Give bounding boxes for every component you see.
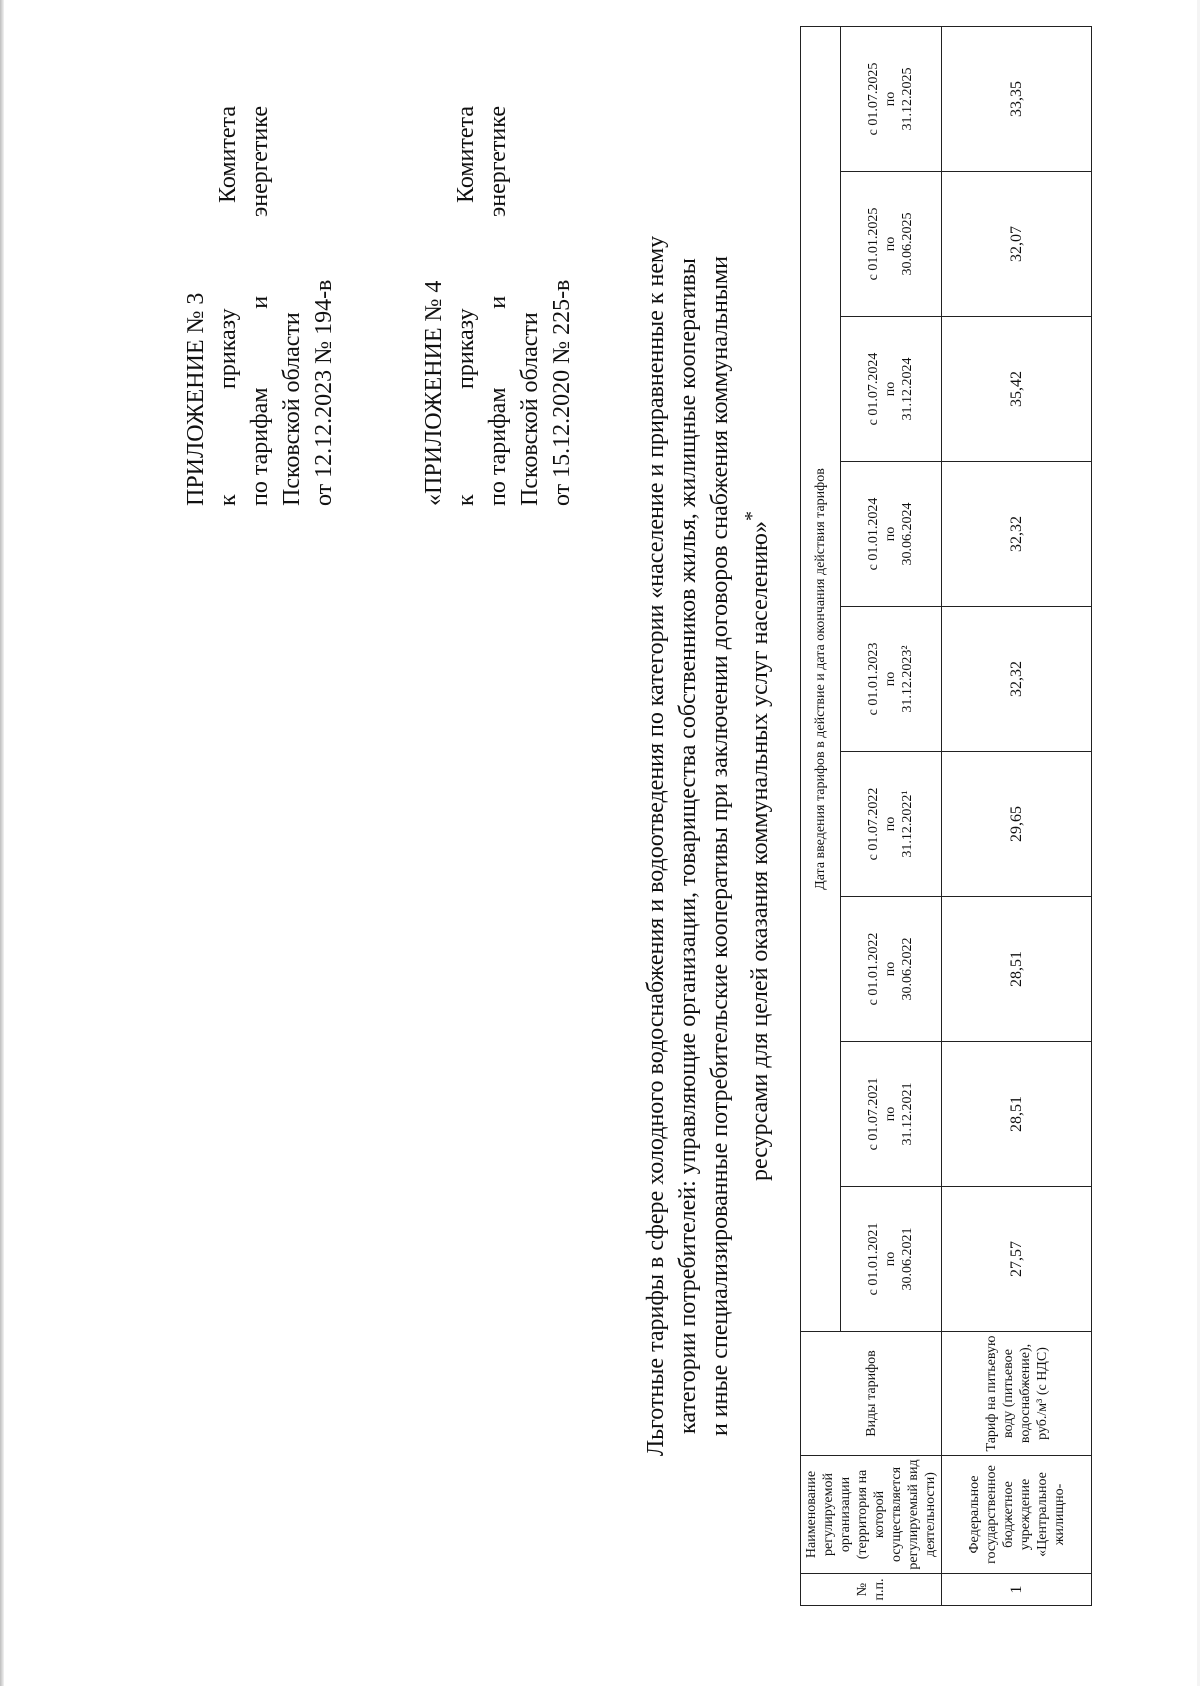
- period-by: по: [883, 961, 899, 977]
- period-header-5: [840, 607, 941, 752]
- header-organization: Наименование регулируемой организации (территория на которой осуществляется регулируемый вид деятельности): [801, 1456, 942, 1574]
- footnote-mark: *: [741, 511, 763, 521]
- tariff-value: 29,65: [942, 752, 1092, 897]
- table-row: [942, 27, 1092, 1606]
- title-line-1: Льготные тарифы в сфере холодного водоснабжения и водоотведения по категории «население и приравненные к нему: [643, 235, 669, 1457]
- tariff-value: 32,32: [942, 607, 1092, 752]
- approval-title: «ПРИЛОЖЕНИЕ № 4: [421, 280, 447, 506]
- table-header-row: [801, 27, 841, 1606]
- period-to: 31.12.2022¹: [900, 790, 916, 858]
- title-line-3: и иные специализированные потребительские кооперативы при заключении договоров снабжения коммунальными: [707, 256, 733, 1437]
- period-to: 31.12.2024: [900, 357, 916, 421]
- period-by: по: [883, 236, 899, 252]
- period-by: по: [883, 381, 899, 397]
- approval-line-1: к приказу Комитета: [453, 106, 479, 506]
- period-by: по: [883, 816, 899, 832]
- period-from: с 01.01.2025: [866, 207, 882, 281]
- period-header-6: [840, 462, 941, 607]
- approval-region: Псковской области: [279, 312, 305, 506]
- period-header-1: [840, 1187, 941, 1332]
- tariff-value: 32,32: [942, 462, 1092, 607]
- header-num: № п.п.: [801, 1574, 942, 1606]
- period-from: с 01.01.2024: [866, 497, 882, 571]
- period-to: 30.06.2025: [900, 212, 916, 276]
- period-to: 31.12.2023²: [900, 645, 916, 713]
- approval-title: ПРИЛОЖЕНИЕ № 3: [183, 292, 209, 506]
- tariff-table: [800, 26, 1092, 1606]
- period-to: 30.06.2021: [900, 1227, 916, 1291]
- period-header-3: [840, 897, 941, 1042]
- approval-order-date: от 12.12.2023 № 194-в: [311, 279, 337, 506]
- row-organization: Федеральное государственное бюджетное учреждение «Центральное жилищно-: [942, 1456, 1092, 1574]
- table-body: [942, 27, 1092, 1606]
- approval-region: Псковской области: [517, 312, 543, 506]
- period-from: с 01.07.2025: [866, 62, 882, 136]
- tariff-value: 28,51: [942, 1042, 1092, 1187]
- period-to: 30.06.2022: [900, 937, 916, 1001]
- period-to: 30.06.2024: [900, 502, 916, 566]
- approval-line-2: по тарифам и энергетике: [247, 106, 273, 506]
- approval-block-current: [180, 106, 340, 506]
- period-by: по: [883, 1106, 899, 1122]
- title-line-2: категории потребителей: управляющие организации, товарищества собственников жилья, жилищные кооперативы: [675, 258, 701, 1434]
- period-to: 31.12.2025: [900, 67, 916, 131]
- tariff-value: 32,07: [942, 172, 1092, 317]
- period-from: с 01.01.2022: [866, 932, 882, 1006]
- period-header-9: [840, 27, 941, 172]
- tariff-value: 33,35: [942, 27, 1092, 172]
- tariff-value: 27,57: [942, 1187, 1092, 1332]
- approval-block-original: [418, 106, 578, 506]
- period-by: по: [883, 671, 899, 687]
- approval-line-1: к приказу Комитета: [215, 106, 241, 506]
- period-by: по: [883, 526, 899, 542]
- title-line-4: ресурсами для целей оказания коммунальных услуг населению»*: [741, 511, 773, 1181]
- row-num: 1: [942, 1574, 1092, 1606]
- period-by: по: [883, 91, 899, 107]
- period-from: с 01.01.2021: [866, 1222, 882, 1296]
- approval-line-2: по тарифам и энергетике: [485, 106, 511, 506]
- header-tariff-type: Виды тарифов: [801, 1332, 942, 1456]
- row-tariff-type: Тариф на питьевую воду (питьевое водоснабжение), руб./м³ (с НДС): [942, 1332, 1092, 1456]
- tariff-value: 35,42: [942, 317, 1092, 462]
- period-from: с 01.07.2022: [866, 787, 882, 861]
- period-from: с 01.01.2023: [866, 642, 882, 716]
- approval-order-date: от 15.12.2020 № 225-в: [549, 279, 575, 506]
- period-header-8: [840, 172, 941, 317]
- period-to: 31.12.2021: [900, 1082, 916, 1146]
- document-title: [640, 96, 776, 1596]
- period-by: по: [883, 1251, 899, 1267]
- period-header-4: [840, 752, 941, 897]
- period-header-2: [840, 1042, 941, 1187]
- header-dates: Дата введения тарифов в действие и дата окончания действия тарифов: [801, 27, 841, 1332]
- tariff-value: 28,51: [942, 897, 1092, 1042]
- period-header-7: [840, 317, 941, 462]
- period-from: с 01.07.2021: [866, 1077, 882, 1151]
- period-from: с 01.07.2024: [866, 352, 882, 426]
